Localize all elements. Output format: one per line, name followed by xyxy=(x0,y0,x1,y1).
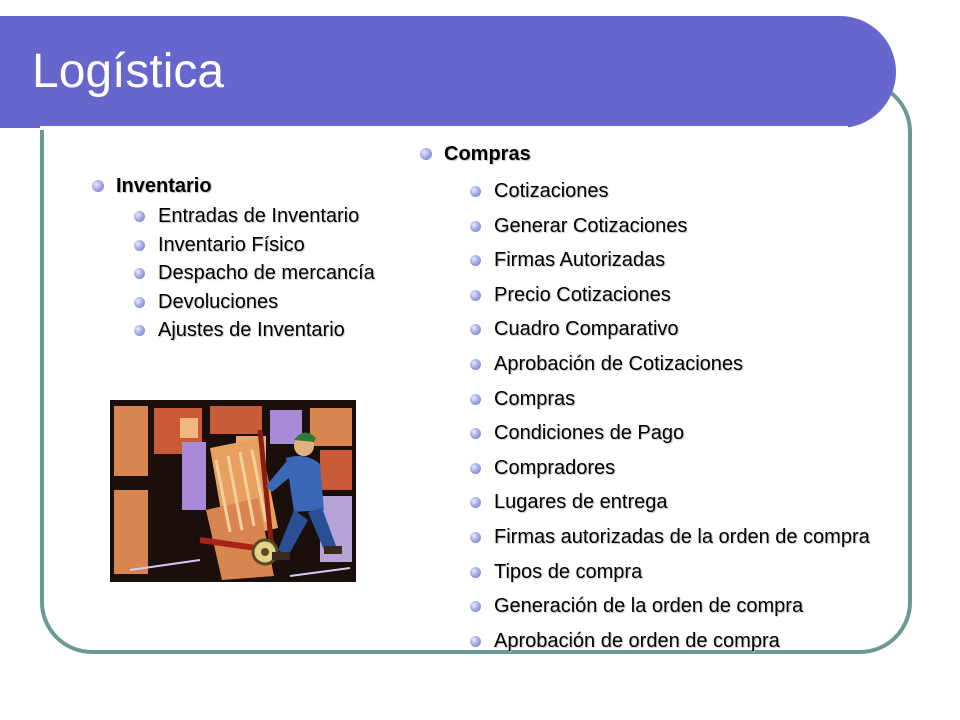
purchases-item: Generar Cotizaciones xyxy=(470,209,870,244)
inventory-item: Despacho de mercancía xyxy=(134,259,375,288)
purchases-item: Firmas autorizadas de la orden de compra xyxy=(470,520,870,555)
purchases-item: Aprobación de Cotizaciones xyxy=(470,347,870,382)
purchases-item: Cuadro Comparativo xyxy=(470,312,870,347)
purchases-section xyxy=(420,140,870,658)
inventory-heading: Inventario xyxy=(92,172,375,200)
purchases-item: Cotizaciones xyxy=(470,174,870,209)
purchases-heading: Compras xyxy=(420,140,870,168)
purchases-item: Generación de la orden de compra xyxy=(470,589,870,624)
purchases-item: Firmas Autorizadas xyxy=(470,243,870,278)
warehouse-worker-clipart xyxy=(110,400,356,582)
inventory-section xyxy=(92,172,375,345)
purchases-item: Tipos de compra xyxy=(470,555,870,590)
inventory-list xyxy=(134,202,375,345)
purchases-item: Condiciones de Pago xyxy=(470,416,870,451)
inventory-item: Ajustes de Inventario xyxy=(134,316,375,345)
purchases-item: Aprobación de orden de compra xyxy=(470,624,870,659)
inventory-item: Entradas de Inventario xyxy=(134,202,375,231)
purchases-item: Precio Cotizaciones xyxy=(470,278,870,313)
purchases-item: Compras xyxy=(470,382,870,417)
inventory-item: Devoluciones xyxy=(134,288,375,317)
purchases-list xyxy=(470,174,870,658)
title-underline xyxy=(40,126,848,130)
purchases-item: Lugares de entrega xyxy=(470,485,870,520)
purchases-item: Compradores xyxy=(470,451,870,486)
inventory-item: Inventario Físico xyxy=(134,231,375,260)
slide-title: Logística xyxy=(32,45,225,98)
